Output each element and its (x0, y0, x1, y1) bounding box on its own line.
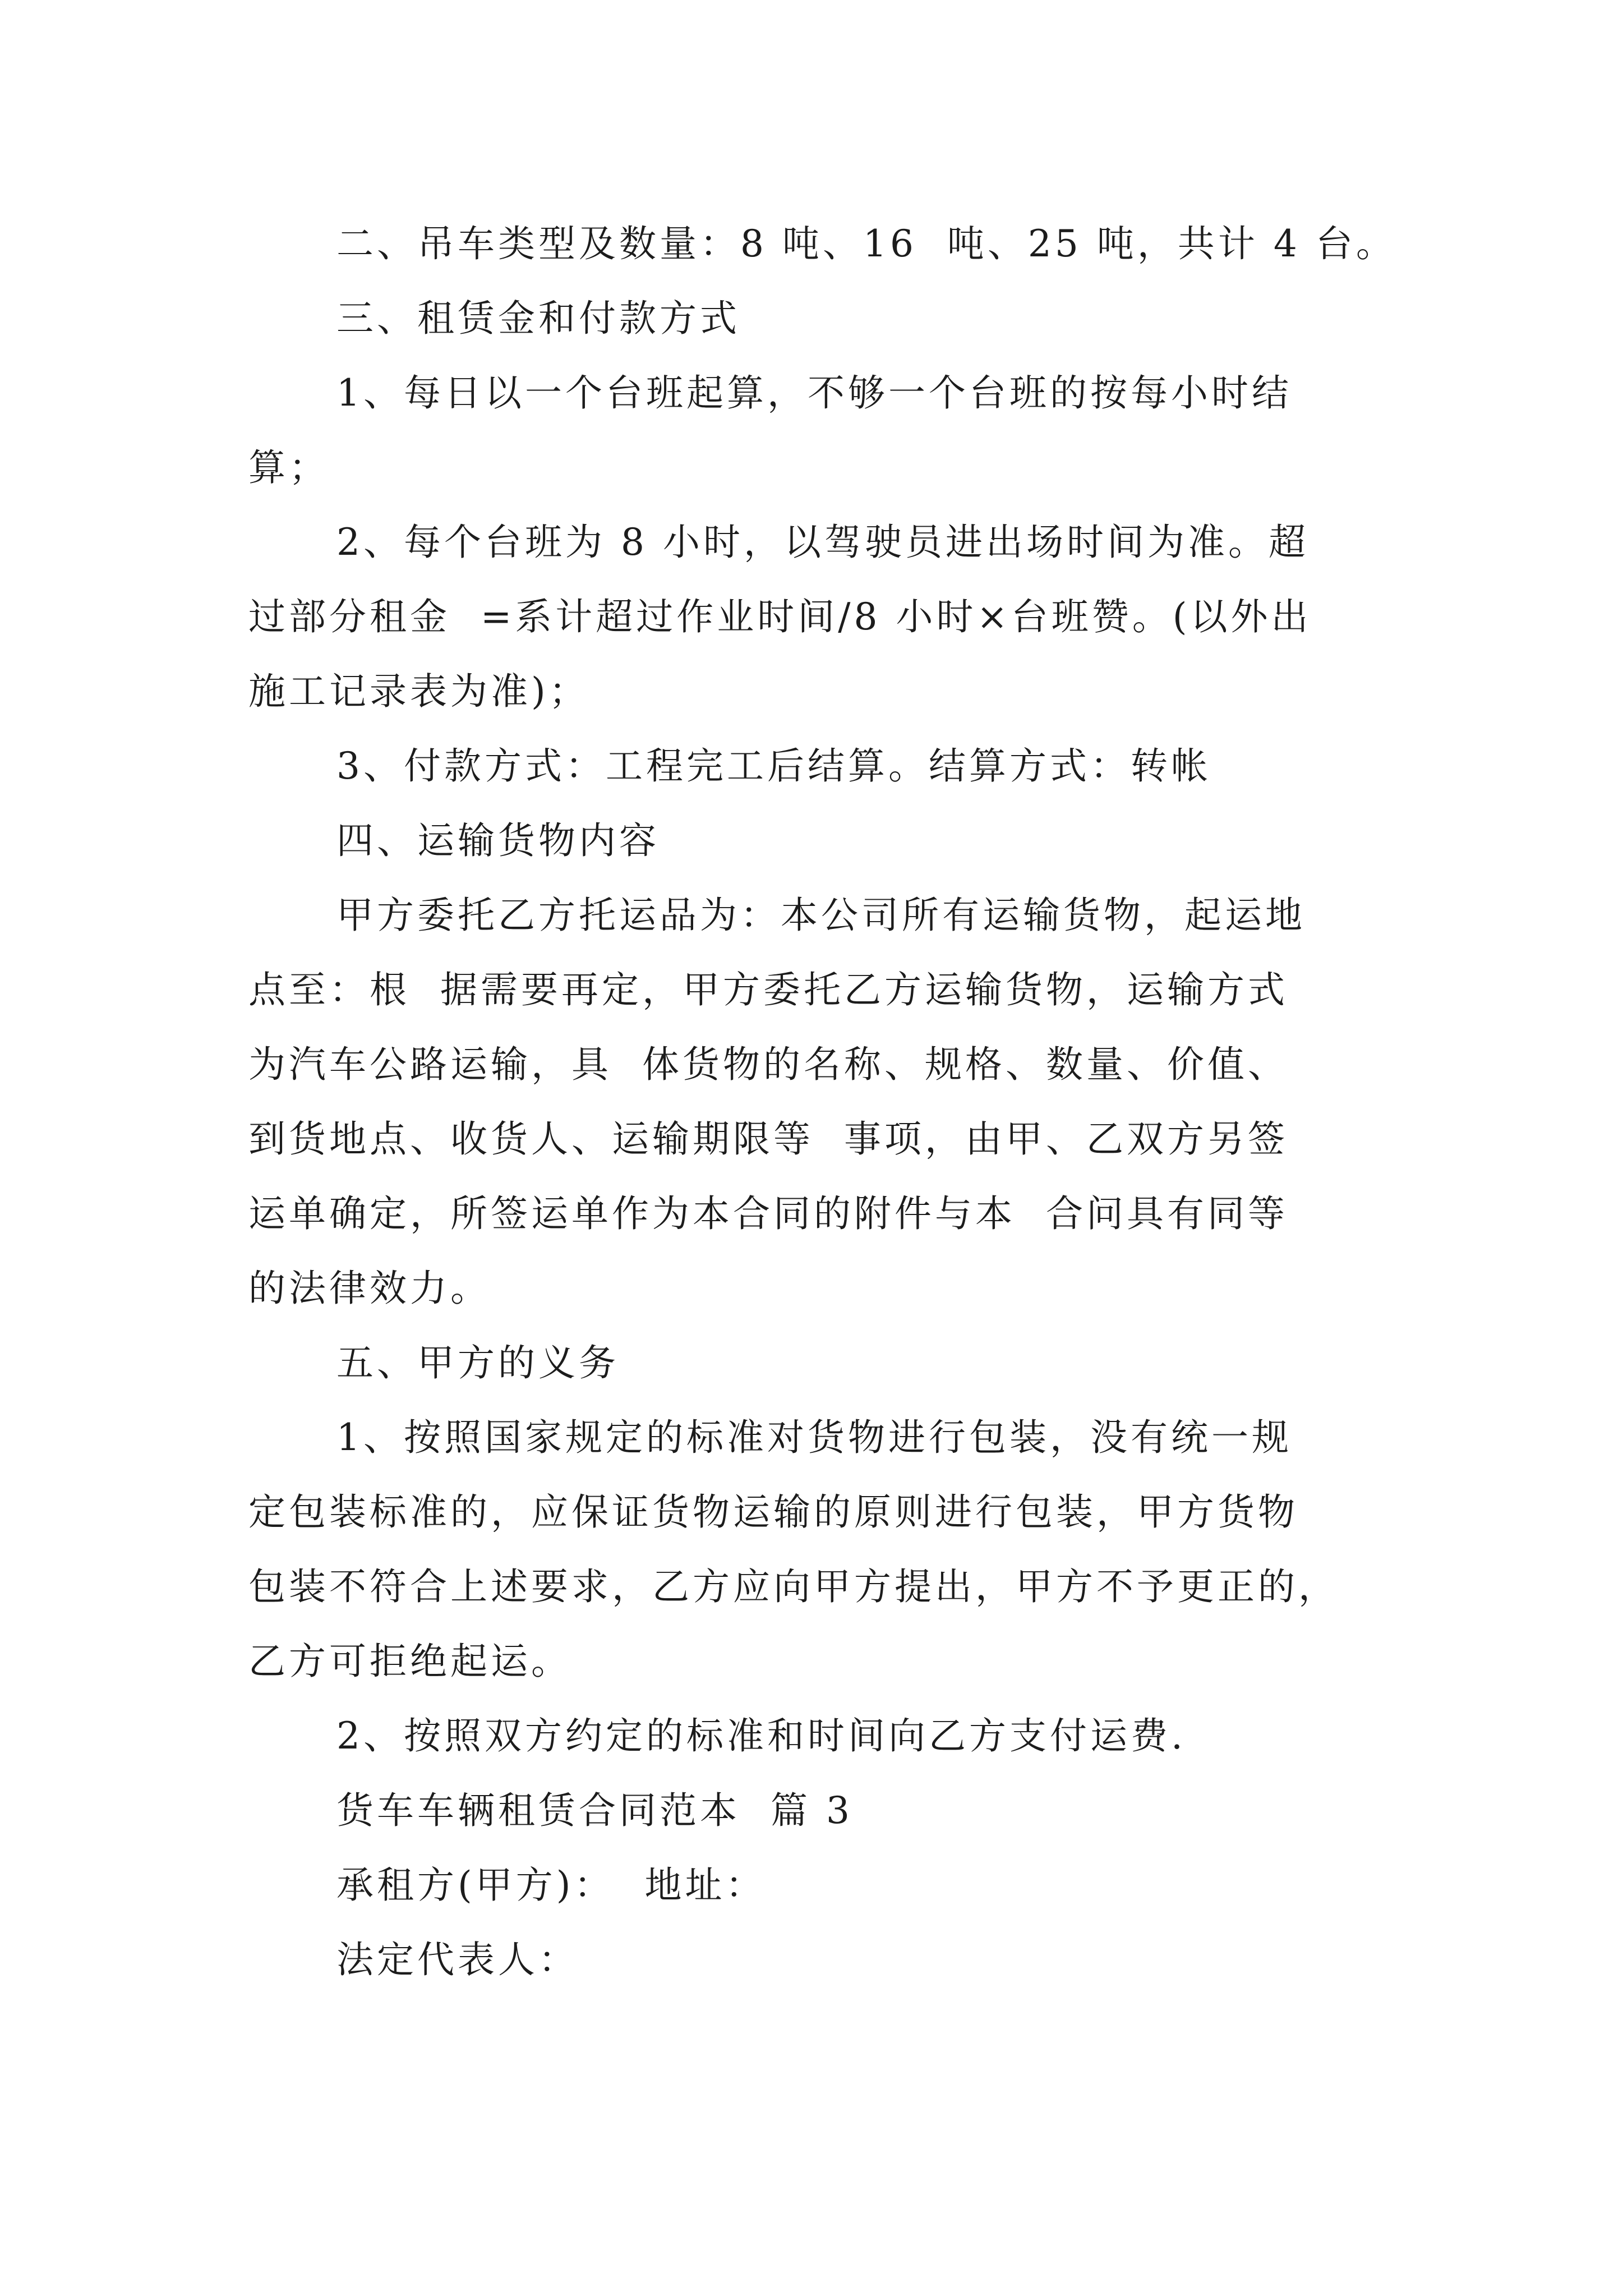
cargo-paragraph-line-4: 到货地点、收货人、运输期限等 事项，由甲、乙双方另签 (248, 1117, 1288, 1161)
rent-clause-3-line: 3、付款方式：工程完工后结算。结算方式：转帐 (336, 744, 1211, 788)
contract-title: 货车车辆租赁合同范本 篇 3 (336, 1789, 853, 1832)
rent-clause-1-line-1: 1、每日以一个台班起算，不够一个台班的按每小时结 (336, 371, 1292, 415)
duty-clause-1-line-4: 乙方可拒绝起运。 (248, 1640, 571, 1683)
cargo-paragraph-line-2: 点至：根 据需要再定，甲方委托乙方运输货物，运输方式 (248, 968, 1288, 1011)
cargo-paragraph-line-6: 的法律效力。 (248, 1267, 491, 1310)
cargo-paragraph-line-5: 运单确定，所签运单作为本合同的附件与本 合问具有同等 (248, 1192, 1288, 1235)
section-four-heading: 四、运输货物内容 (336, 819, 660, 862)
cargo-paragraph-line-1: 甲方委托乙方托运品为：本公司所有运输货物，起运地 (336, 894, 1306, 937)
section-three-heading: 三、租赁金和付款方式 (336, 297, 740, 340)
rent-clause-2-line-1: 2、每个台班为 8 小时，以驾驶员进出场时间为准。超 (336, 521, 1309, 564)
rent-clause-1-line-2: 算； (248, 446, 329, 489)
lessee-line: 承租方(甲方)： 地址： (336, 1864, 766, 1907)
crane-types-line: 二、吊车类型及数量：8 吨、16 吨、25 吨，共计 4 台。 (336, 222, 1396, 265)
legal-representative-line: 法定代表人： (336, 1938, 579, 1981)
duty-clause-1-line-3: 包装不符合上述要求，乙方应向甲方提出，甲方不予更正的， (248, 1565, 1339, 1608)
rent-clause-2-line-2: 过部分租金 =系计超过作业时间/8 小时×台班赞。(以外出 (248, 595, 1312, 638)
rent-clause-2-line-3: 施工记录表为准)； (248, 670, 589, 713)
cargo-paragraph-line-3: 为汽车公路运输，具 体货物的名称、规格、数量、价值、 (248, 1043, 1288, 1086)
duty-clause-1-line-2: 定包装标准的，应保证货物运输的原则进行包装，甲方货物 (248, 1490, 1298, 1534)
duty-clause-1-line-1: 1、按照国家规定的标准对货物进行包装，没有统一规 (336, 1416, 1292, 1459)
section-five-heading: 五、甲方的义务 (336, 1341, 619, 1384)
duty-clause-2-line: 2、按照双方约定的标准和时间向乙方支付运费. (336, 1714, 1186, 1757)
